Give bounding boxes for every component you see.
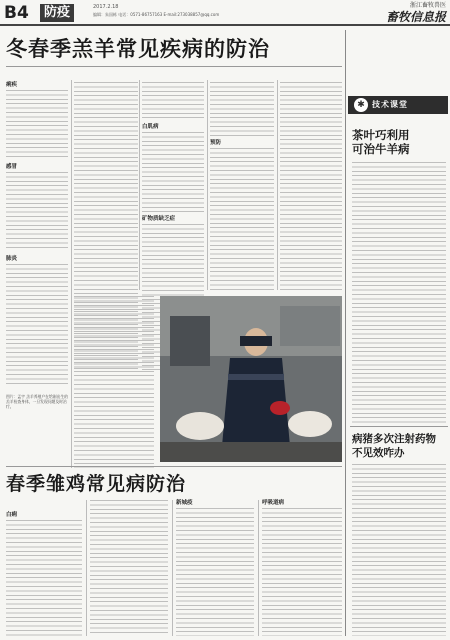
column-rule: [172, 500, 173, 636]
newspaper-logo: 畜牧信息报: [385, 10, 446, 24]
article-column: [6, 264, 68, 386]
section-label: 防疫: [40, 4, 74, 22]
subhead-pullorum: 白痢: [6, 512, 18, 518]
farmer-with-lambs-photo: [160, 296, 342, 462]
column-rule: [86, 500, 87, 636]
sidebar-title-pig-injection-line2: 不见效咋办: [352, 447, 405, 459]
article-photo: [160, 296, 342, 462]
sidebar-title-pig-injection: 病猪多次注射药物: [352, 433, 436, 445]
sidebar-title-tea-line2: 可治牛羊病: [352, 142, 410, 156]
subhead-white-muscle: 白肌病: [142, 124, 159, 130]
column-rule: [71, 80, 72, 468]
subhead-respiratory: 呼吸道病: [262, 500, 285, 506]
subhead-newcastle: 新城疫: [176, 500, 193, 506]
article-column: [90, 500, 168, 636]
sidebar-title-tea: 茶叶巧利用: [352, 128, 410, 142]
masthead: [0, 0, 450, 26]
banner-label: 技术课堂: [372, 100, 408, 109]
subhead-mineral-deficiency: 矿物质缺乏症: [142, 216, 176, 222]
photo-caption: 图片：孟宇 羔羊养殖户在给刚出生的羔羊检查身体，一旦发现问题及时治疗。: [6, 394, 68, 409]
leaf-icon: ✱: [354, 98, 368, 112]
article-column: [262, 508, 342, 636]
article-column: [6, 172, 68, 250]
subhead-pneumonia: 肺炎: [6, 256, 18, 262]
sidebar-article-body: [352, 162, 446, 424]
article-column: [280, 82, 342, 290]
issue-date: 2017.2.18: [93, 4, 119, 10]
sidebar-article-body: [352, 464, 446, 636]
article-headline-chick-diseases: 春季雏鸡常见病防治: [6, 473, 187, 495]
article-column: [176, 508, 254, 636]
article-column: [6, 520, 82, 636]
page-number: B4: [4, 3, 29, 23]
paper-name: 浙江畜牧兽医: [409, 2, 446, 9]
subhead-cold: 感冒: [6, 164, 18, 170]
column-rule: [258, 500, 259, 636]
column-rule: [139, 80, 140, 290]
column-rule: [207, 80, 208, 290]
editor-info: 编辑：朱国栋 电话：0571-86757163 E-mail:273038857@qq.com: [93, 12, 220, 17]
headline-rule: [6, 66, 342, 67]
column-rule: [277, 80, 278, 290]
sidebar-divider: [345, 30, 346, 636]
article-headline-lamb-diseases: 冬春季羔羊常见疾病的防治: [6, 37, 270, 61]
sidebar-rule: [350, 426, 448, 427]
article-column: [142, 82, 204, 118]
article-column: [142, 132, 204, 212]
article-column: [210, 82, 274, 138]
tech-lesson-banner: [348, 96, 448, 114]
article-column: [210, 148, 274, 290]
subhead-dysentery: 痢疾: [6, 82, 18, 88]
article-column: [74, 296, 154, 468]
article-column: [6, 90, 68, 160]
article-separator: [6, 466, 342, 467]
subhead-prevention: 预防: [210, 140, 222, 146]
